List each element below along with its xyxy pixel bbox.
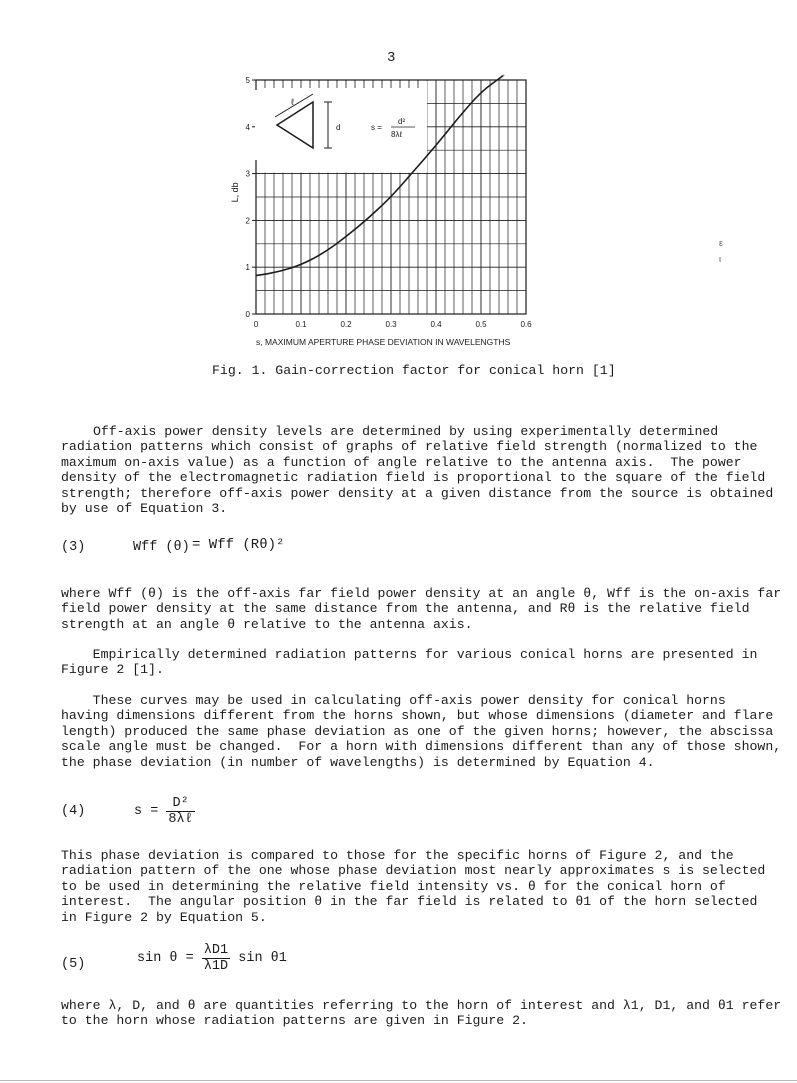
inset-formula-lhs: s =: [371, 123, 382, 132]
margin-mark-b: ι: [719, 254, 721, 264]
equation-5-lhs: sin θ =: [137, 951, 194, 966]
y-axis-label: L, db: [230, 182, 240, 203]
gain-correction-chart: [225, 72, 545, 350]
equation-5-number: (5): [61, 957, 86, 972]
inset-formula-num: d²: [398, 117, 406, 126]
x-tick-label: 0.4: [430, 320, 442, 329]
inset-formula-den: 8λℓ: [391, 130, 403, 139]
y-tick-label: 5: [245, 76, 250, 85]
paragraph-off-axis: Off-axis power density levels are determined by using experimentally determined radiation patterns which consist of graphs of relative field strength (normalized to the maximum on-axis value) as a function of angle relative to the antenna axis. The power density of the electromagnetic radiation field is proportional to the square of the field strength; therefore off-axis power density at a given distance from the source is obtained by use of Equation 3.: [61, 424, 774, 517]
equation-3-lhs: Wff (θ): [133, 540, 190, 555]
x-tick-label: 0.1: [295, 320, 307, 329]
y-tick-label: 2: [245, 216, 250, 226]
equation-3-rhs: = Wff (Rθ)²: [192, 537, 285, 553]
x-tick-label: 0.6: [520, 320, 532, 329]
margin-mark-a: ε: [719, 238, 724, 248]
paragraph-where-lambda: where λ, D, and θ are quantities referring to the horn of interest and λ1, D1, and θ1 refer to the horn whose radiation patterns are given in Figure 2.: [61, 998, 782, 1029]
y-tick-label: 3: [245, 169, 250, 179]
page-number: 3: [387, 50, 396, 66]
equation-4-fraction: [166, 796, 194, 827]
inset-label-l: ℓ: [291, 97, 294, 107]
y-tick-label: 1: [245, 263, 250, 273]
equation-4-numerator: D²: [166, 796, 194, 812]
x-tick-label: 0.2: [340, 320, 352, 329]
equation-4-denominator: 8λℓ: [168, 812, 193, 827]
figure-caption: Fig. 1. Gain-correction factor for conical horn [1]: [212, 363, 616, 378]
equation-4: [134, 796, 195, 827]
equation-3-number: (3): [61, 540, 86, 555]
inset-label-d: d: [336, 123, 341, 132]
x-tick-label: 0: [253, 320, 259, 329]
equation-5-fraction: [202, 943, 230, 974]
paragraph-phase-deviation: This phase deviation is compared to those for the specific horns of Figure 2, and the radiation pattern of the one whose phase deviation most nearly approximates s is selected to be used in determining the relative field intensity vs. θ for the conical horn of interest. The angular position θ in the far field is related to θ1 of the horn selected in Figure 2 by Equation 5.: [61, 848, 766, 925]
paragraph-empirical: Empirically determined radiation patterns for various conical horns are presented in Figure 2 [1].: [61, 647, 758, 678]
equation-4-lhs: s =: [134, 804, 159, 819]
x-axis-label: s, MAXIMUM APERTURE PHASE DEVIATION IN WAVELENGTHS: [256, 337, 511, 347]
y-tick-label: 4: [245, 122, 250, 132]
equation-5-denominator: λ1D: [203, 959, 229, 974]
equation-4-number: (4): [61, 804, 86, 819]
paragraph-these-curves: These curves may be used in calculating off-axis power density for conical horns having dimensions different from the horns shown, but whose dimensions (diameter and flare length) produced the same phase deviation as one of the given horns; however, the abscissa scale angle must be changed. For a horn with dimensions different than any of those shown, the phase deviation (in number of wavelengths) is determined by Equation 4.: [61, 693, 782, 770]
x-tick-label: 0.3: [385, 320, 397, 329]
y-tick-label: 0: [245, 310, 250, 319]
equation-5-rhs: sin θ1: [238, 951, 287, 966]
scan-edge-line: [0, 1080, 797, 1081]
equation-5: [137, 943, 287, 974]
paragraph-where-wff: where Wff (θ) is the off-axis far field power density at an angle θ, Wff is the on-axis far field power density at the same distance from the antenna, and Rθ is the relative field strength at an angle θ relative to the antenna axis.: [61, 586, 782, 632]
equation-5-numerator: λD1: [203, 943, 229, 958]
x-tick-label: 0.5: [475, 320, 487, 329]
